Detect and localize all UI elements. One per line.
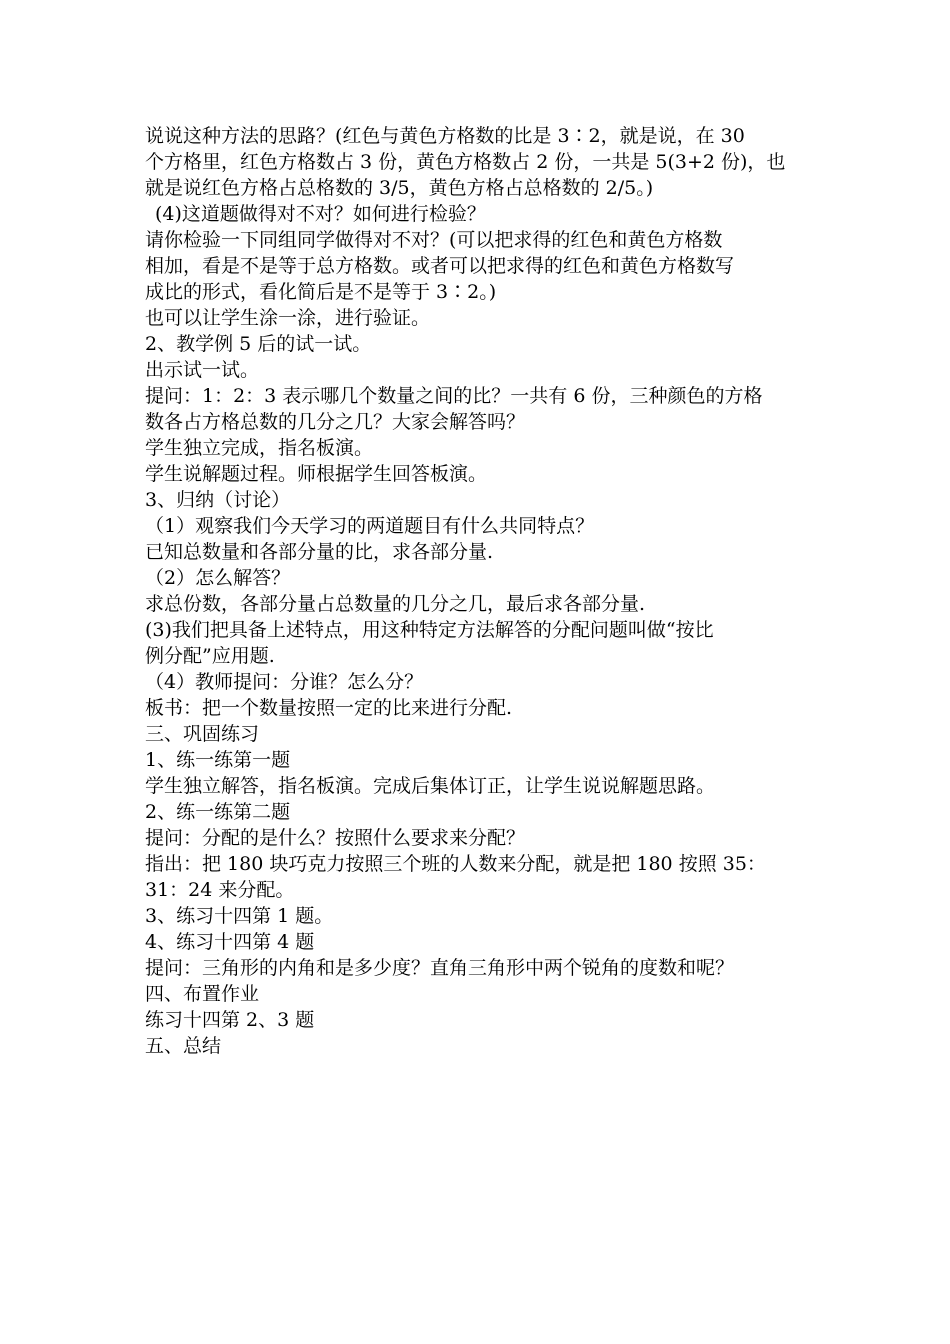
- section-heading: 五、总结: [145, 1035, 222, 1057]
- text-line: 数各占方格总数的几分之几？大家会解答吗？: [145, 411, 526, 433]
- text-line: 学生独立解答，指名板演。完成后集体订正，让学生说说解题思路。: [145, 775, 716, 797]
- section-heading: 2、教学例 5 后的试一试。: [145, 333, 372, 355]
- text-line: 例分配”应用题.: [145, 645, 275, 667]
- text-line: （4）教师提问：分谁？怎么分？: [145, 671, 424, 693]
- text-line: 练习十四第 2、3 题: [145, 1009, 315, 1031]
- text-line: 学生说解题过程。师根据学生回答板演。: [145, 463, 488, 485]
- text-line: 求总份数，各部分量占总数量的几分之几，最后求各部分量.: [145, 593, 646, 615]
- text-line: 就是说红色方格占总格数的 3/5，黄色方格占总格数的 2/5。): [145, 177, 654, 199]
- text-line: 个方格里，红色方格数占 3 份，黄色方格数占 2 份，一共是 5(3+2 份)，也: [145, 151, 786, 173]
- text-line: 出示试一试。: [145, 359, 260, 381]
- text-line: 提问：三角形的内角和是多少度？直角三角形中两个锐角的度数和呢？: [145, 957, 735, 979]
- section-heading: 4、练习十四第 4 题: [145, 931, 315, 953]
- text-line: 相加，看是不是等于总方格数。或者可以把求得的红色和黄色方格数写: [145, 255, 735, 277]
- text-line: 请你检验一下同组同学做得对不对？(可以把求得的红色和黄色方格数: [145, 229, 723, 251]
- text-line: (4)这道题做得对不对？如何进行检验？: [155, 203, 486, 225]
- text-line: 31：24 来分配。: [145, 879, 295, 901]
- text-line: (3)我们把具备上述特点，用这种特定方法解答的分配问题叫做“按比: [145, 619, 714, 641]
- text-line: （2）怎么解答？: [145, 567, 291, 589]
- text-line: 也可以让学生涂一涂，进行验证。: [145, 307, 431, 329]
- text-line: 学生独立完成，指名板演。: [145, 437, 374, 459]
- section-heading: 3、归纳（讨论）: [145, 489, 291, 511]
- text-line: 说说这种方法的思路？(红色与黄色方格数的比是 3∶2，就是说，在 30: [145, 125, 745, 147]
- text-line: （1）观察我们今天学习的两道题目有什么共同特点？: [145, 515, 595, 537]
- text-line: 板书：把一个数量按照一定的比来进行分配.: [145, 697, 513, 719]
- section-heading: 3、练习十四第 1 题。: [145, 905, 334, 927]
- text-line: 提问：分配的是什么？按照什么要求来分配？: [145, 827, 526, 849]
- text-line: 指出：把 180 块巧克力按照三个班的人数来分配，就是把 180 按照 35：: [145, 853, 766, 875]
- section-heading: 1、练一练第一题: [145, 749, 291, 771]
- section-heading: 三、巩固练习: [145, 723, 260, 745]
- section-heading: 2、练一练第二题: [145, 801, 291, 823]
- section-heading: 四、布置作业: [145, 983, 260, 1005]
- text-line: 提问：1：2：3 表示哪几个数量之间的比？一共有 6 份，三种颜色的方格: [145, 385, 763, 407]
- text-line: 成比的形式，看化简后是不是等于 3∶2。): [145, 281, 497, 303]
- document-page: [145, 123, 810, 1059]
- text-line: 已知总数量和各部分量的比，求各部分量.: [145, 541, 494, 563]
